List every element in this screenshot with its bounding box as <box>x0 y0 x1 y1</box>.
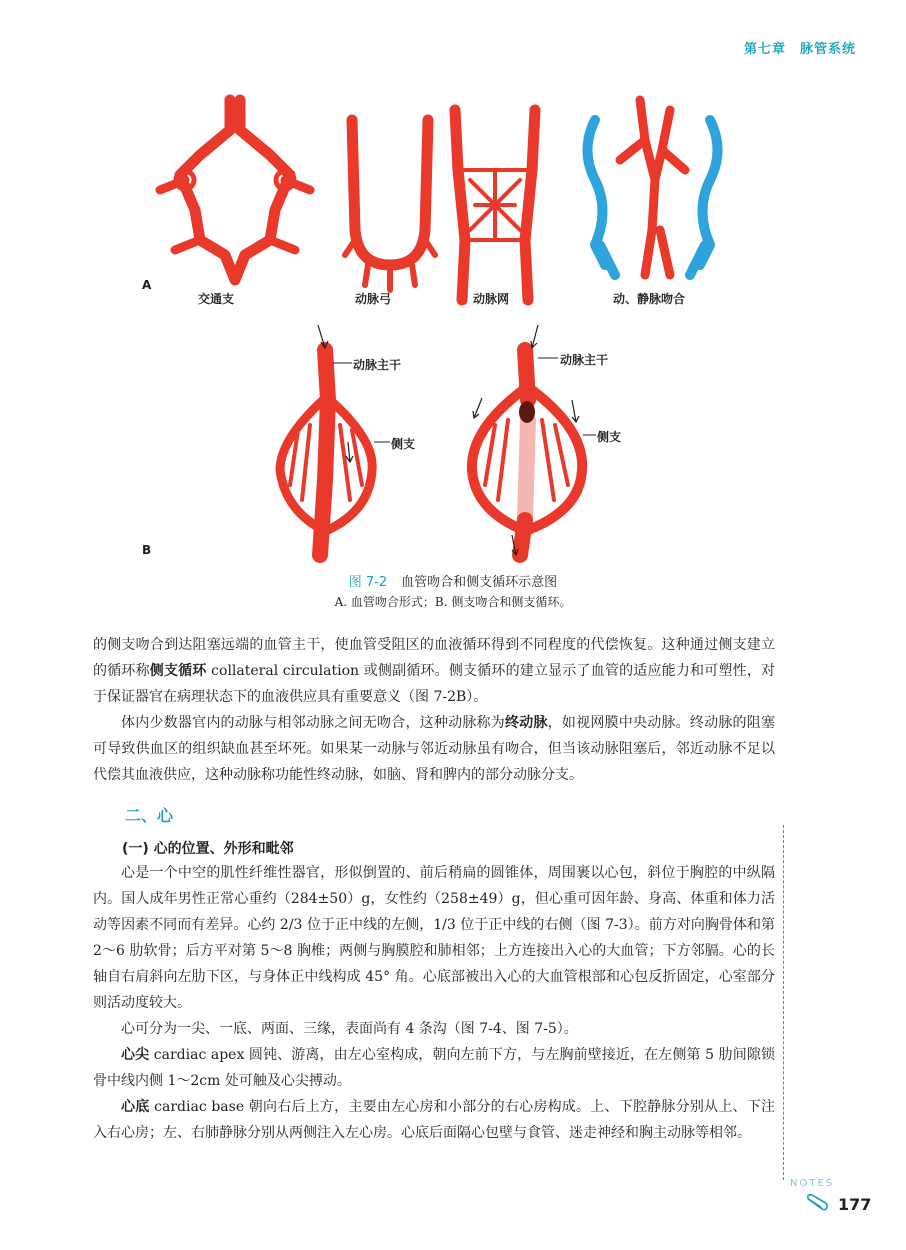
label-arteriovenous-anastomosis: 动、静脉吻合 <box>613 292 686 306</box>
figure-7-2 <box>140 80 760 570</box>
notes-label: NOTES <box>790 1178 835 1189</box>
label-side-left: 侧支 <box>391 437 416 451</box>
anastomosis-communicating-branch <box>160 100 310 280</box>
panel-b-label: B <box>142 543 152 557</box>
text-run: 体内少数器官内的动脉与相邻动脉之间无吻合，这种动脉称为 <box>121 715 505 731</box>
collateral-circulation-occluded <box>472 350 582 555</box>
chapter-header: 第七章 脉管系统 <box>743 42 856 57</box>
label-trunk-right: 动脉主干 <box>560 353 609 367</box>
paragraph-heart-parts: 心可分为一尖、一底、两面、三缘，表面尚有 4 条沟（图 7-4、图 7-5）。 <box>121 1021 578 1037</box>
term-end-artery: 终动脉 <box>505 715 548 731</box>
figure-illustration <box>140 80 760 570</box>
paragraph-end-artery <box>93 710 775 788</box>
notes-margin-line <box>783 825 785 1180</box>
figure-caption <box>0 571 906 590</box>
label-arterial-network: 动脉网 <box>473 292 510 306</box>
anastomosis-arterial-arch <box>345 120 435 290</box>
label-trunk-left: 动脉主干 <box>353 358 402 372</box>
anastomosis-arteriovenous <box>588 100 718 275</box>
term-cardiac-apex: 心尖 <box>121 1047 150 1063</box>
page-number: 177 <box>838 1195 872 1214</box>
figure-subcaption: A. 血管吻合形式；B. 侧支吻合和侧支循环。 <box>334 595 572 609</box>
paragraph-collateral <box>93 632 775 710</box>
text-run: collateral circulation 或侧副循环。侧支循环的建立显示了血管的适应能力和可塑性，对于保证器官在病理状态下的血液供应具有重要意义（图 7-2B）。 <box>93 663 776 705</box>
term-collateral-circulation: 侧支循环 <box>149 663 207 679</box>
text-run: cardiac apex 圆钝、游离，由左心室构成，朝向左前下方，与左胸前壁接近，在左侧第 5 肋间隙锁骨中线内侧 1～2cm 处可触及心尖搏动。 <box>93 1047 775 1089</box>
paragraph-heart-position: 心是一个中空的肌性纤维性器官，形似倒置的、前后稍扁的圆锥体，周围裹以心包，斜位于胸腔的中纵隔内。国人成年男性正常心重约（284±50）g，女性约（258±49）g，但心重可因年龄、身高、体重和体力活动等因素不同而有差异。心约 2/3 位于正中线的左侧，1/3 位于正中线的右侧（图 7-3）。前方对向胸骨体和第 2～6 肋软骨；后方平对第 5～8 胸椎；两侧与胸膜腔和肺相邻；上方连接出入心的大血管；下方邻膈。心的长轴自右肩斜向左肋下区，与身体正中线构成 45° 角。心底部被出入心的大血管根部和心包反折固定，心室部分则活动度较大。 <box>93 865 775 1011</box>
text-run: cardiac base 朝向右后上方，主要由左心房和小部分的右心房构成。上、下腔静脉分别从上、下注入右心房；左、右肺静脉分别从两侧注入左心房。心底后面隔心包壁与食管、迷走神经和胸主动脉等相邻。 <box>93 1099 776 1141</box>
label-communicating-branch: 交通支 <box>198 292 235 306</box>
text-run: ，如视网膜中央动脉。终动脉的阻塞可导致供血区的组织缺血甚至坏死。如果某一动脉与邻近动脉虽有吻合，但当该动脉阻塞后，邻近动脉不足以代偿其血液供应，这种动脉称功能性终动脉，如脑、肾和脾内的部分动脉分支。 <box>93 715 776 783</box>
collateral-circulation-normal <box>280 350 372 555</box>
paragraph-cardiac-apex <box>93 1042 775 1094</box>
paperclip-icon <box>804 1193 830 1213</box>
term-cardiac-base: 心底 <box>121 1099 150 1115</box>
figure-title: 血管吻合和侧支循环示意图 <box>401 575 558 590</box>
label-arterial-arch: 动脉弓 <box>355 292 392 306</box>
paragraph-cardiac-base <box>93 1094 775 1146</box>
section-title: 二、心 <box>125 806 174 825</box>
text-run: 的侧支吻合到达阻塞远端的血管主干，使血管受阻区的血液循环得到不同程度的代偿恢复。这种通过侧支建立的循环称 <box>93 637 775 679</box>
panel-a-label: A <box>142 278 152 292</box>
figure-number: 图 7-2 <box>348 575 388 590</box>
label-side-right: 侧支 <box>597 430 622 444</box>
anastomosis-arterial-network <box>455 110 535 300</box>
subsection-title: (一) 心的位置、外形和毗邻 <box>122 841 294 857</box>
